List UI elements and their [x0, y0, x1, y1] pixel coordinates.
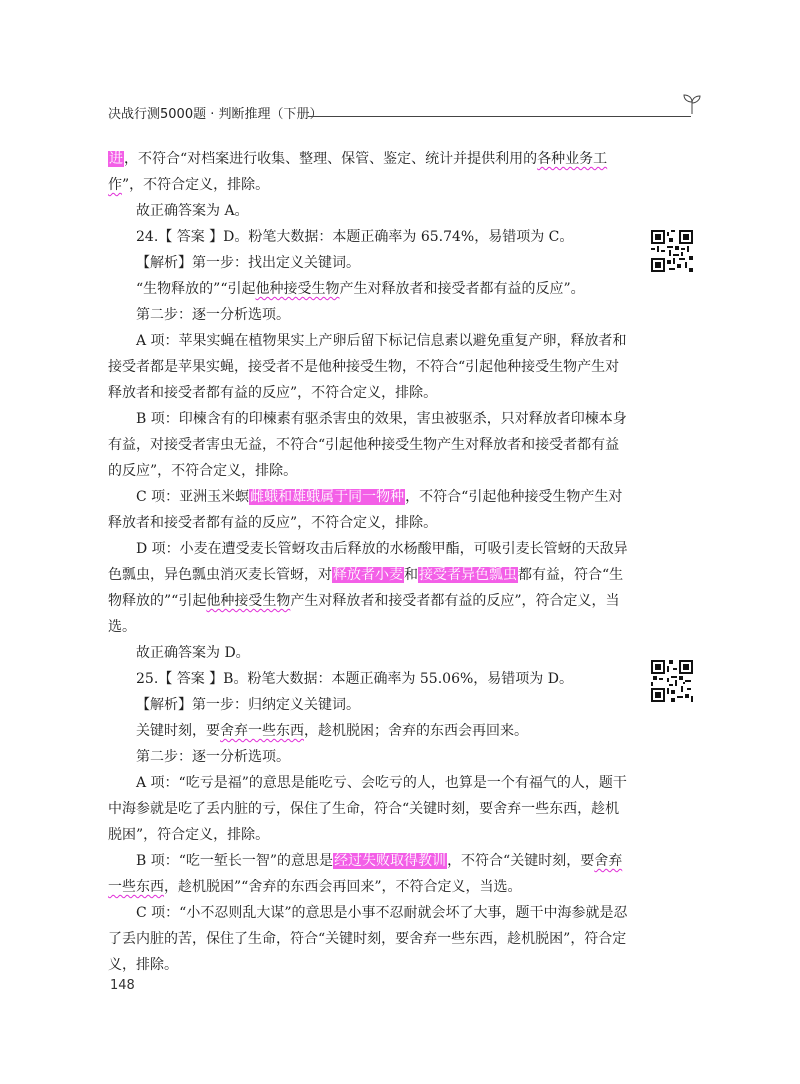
highlight: 释放者小麦 [333, 567, 403, 583]
paragraph: 故正确答案为 A。 [136, 203, 249, 219]
paragraph: A 项：苹果实蝇在植物果实上产卵后留下标记信息素以避免重复产卵，释放者和接受者都是苹果实蝇，接受者不是他种接受生物，不符合“引起他种接受生物产生对释放者和接受者都有益的反应”，不符合定义，排除。 [108, 333, 627, 401]
paragraph: “生物释放的”“引起他种接受生物产生对释放者和接受者都有益的反应”。 [136, 281, 585, 297]
wavy-underline: 舍弃一些东西 [108, 853, 623, 895]
highlight: 进 [109, 151, 123, 167]
paragraph: 第二步：逐一分析选项。 [136, 749, 290, 765]
highlight: 接受者异色瓢虫 [419, 567, 517, 583]
qr-code-icon[interactable] [651, 230, 693, 272]
paragraph: A 项：“吃亏是福”的意思是能吃亏、会吃亏的人，也算是一个有福气的人，题干中海参就是吃了丢内脏的亏，保住了生命，符合“关键时刻，要舍弃一些东西，趁机脱困”，符合定义，排除。 [108, 775, 627, 843]
question-answer: 25.【 答案 】B。粉笔大数据：本题正确率为 55.06%，易错项为 D。 [136, 671, 573, 687]
wavy-underline: 舍弃一些东西 [220, 723, 304, 739]
paragraph: B 项：“吃一堑长一智”的意思是经过失败取得教训，不符合“关键时刻，要舍弃一些东西，趁机脱困”“舍弃的东西会再回来”，不符合定义，当选。 [108, 853, 623, 895]
paragraph: D 项：小麦在遭受麦长管蚜攻击后释放的水杨酸甲酯，可吸引麦长管蚜的天敌异色瓢虫，异色瓢虫消灭麦长管蚜，对释放者小麦和接受者异色瓢虫都有益，符合“生物释放的”“引起他种接受生物产生对释放者和接受者都有益的反应”，符合定义，当选。 [108, 541, 628, 635]
paragraph: 【解析】第一步：找出定义关键词。 [136, 255, 360, 271]
page-body [108, 146, 628, 978]
wavy-underline: 他种接受生物 [206, 593, 291, 609]
page-number: 148 [110, 978, 135, 993]
leaf-icon [681, 93, 703, 115]
header-rule [308, 116, 691, 117]
paragraph: B 项：印楝含有的印楝素有驱杀害虫的效果，害虫被驱杀，只对释放者印楝本身有益，对接受者害虫无益，不符合“引起他种接受生物产生对释放者和接受者都有益的反应”，不符合定义，排除。 [108, 411, 627, 479]
paragraph: 关键时刻，要舍弃一些东西，趁机脱困；舍弃的东西会再回来。 [136, 723, 528, 739]
paragraph: C 项：“小不忍则乱大谋”的意思是小事不忍耐就会坏了大事，题干中海参就是忍了丢内脏的苦，保住了生命，符合“关键时刻，要舍弃一些东西，趁机脱困”，符合定义，排除。 [108, 905, 628, 973]
qr-code-icon[interactable] [651, 660, 693, 702]
running-header [108, 101, 703, 125]
paragraph: 进，不符合“对档案进行收集、整理、保管、鉴定、统计并提供利用的各种业务工作”，不符合定义，排除。 [108, 151, 608, 193]
wavy-underline: 他种接受生物 [255, 281, 340, 297]
paragraph: C 项：亚洲玉米螟雌蛾和雄蛾属于同一物种，不符合“引起他种接受生物产生对释放者和接受者都有益的反应”，不符合定义，排除。 [108, 489, 623, 531]
highlight: 经过失败取得教训 [334, 853, 447, 869]
paragraph: 故正确答案为 D。 [136, 645, 250, 661]
paragraph: 【解析】第一步：归纳定义关键词。 [136, 697, 360, 713]
paragraph: 第二步：逐一分析选项。 [136, 307, 290, 323]
header-title: 决战行测5000题 · 判断推理（下册） [108, 107, 323, 122]
question-answer: 24.【 答案 】D。粉笔大数据：本题正确率为 65.74%，易错项为 C。 [136, 229, 574, 245]
wavy-underline: 各种业务工作 [108, 151, 608, 193]
highlight: 雌蛾和雄蛾属于同一物种 [250, 489, 405, 505]
